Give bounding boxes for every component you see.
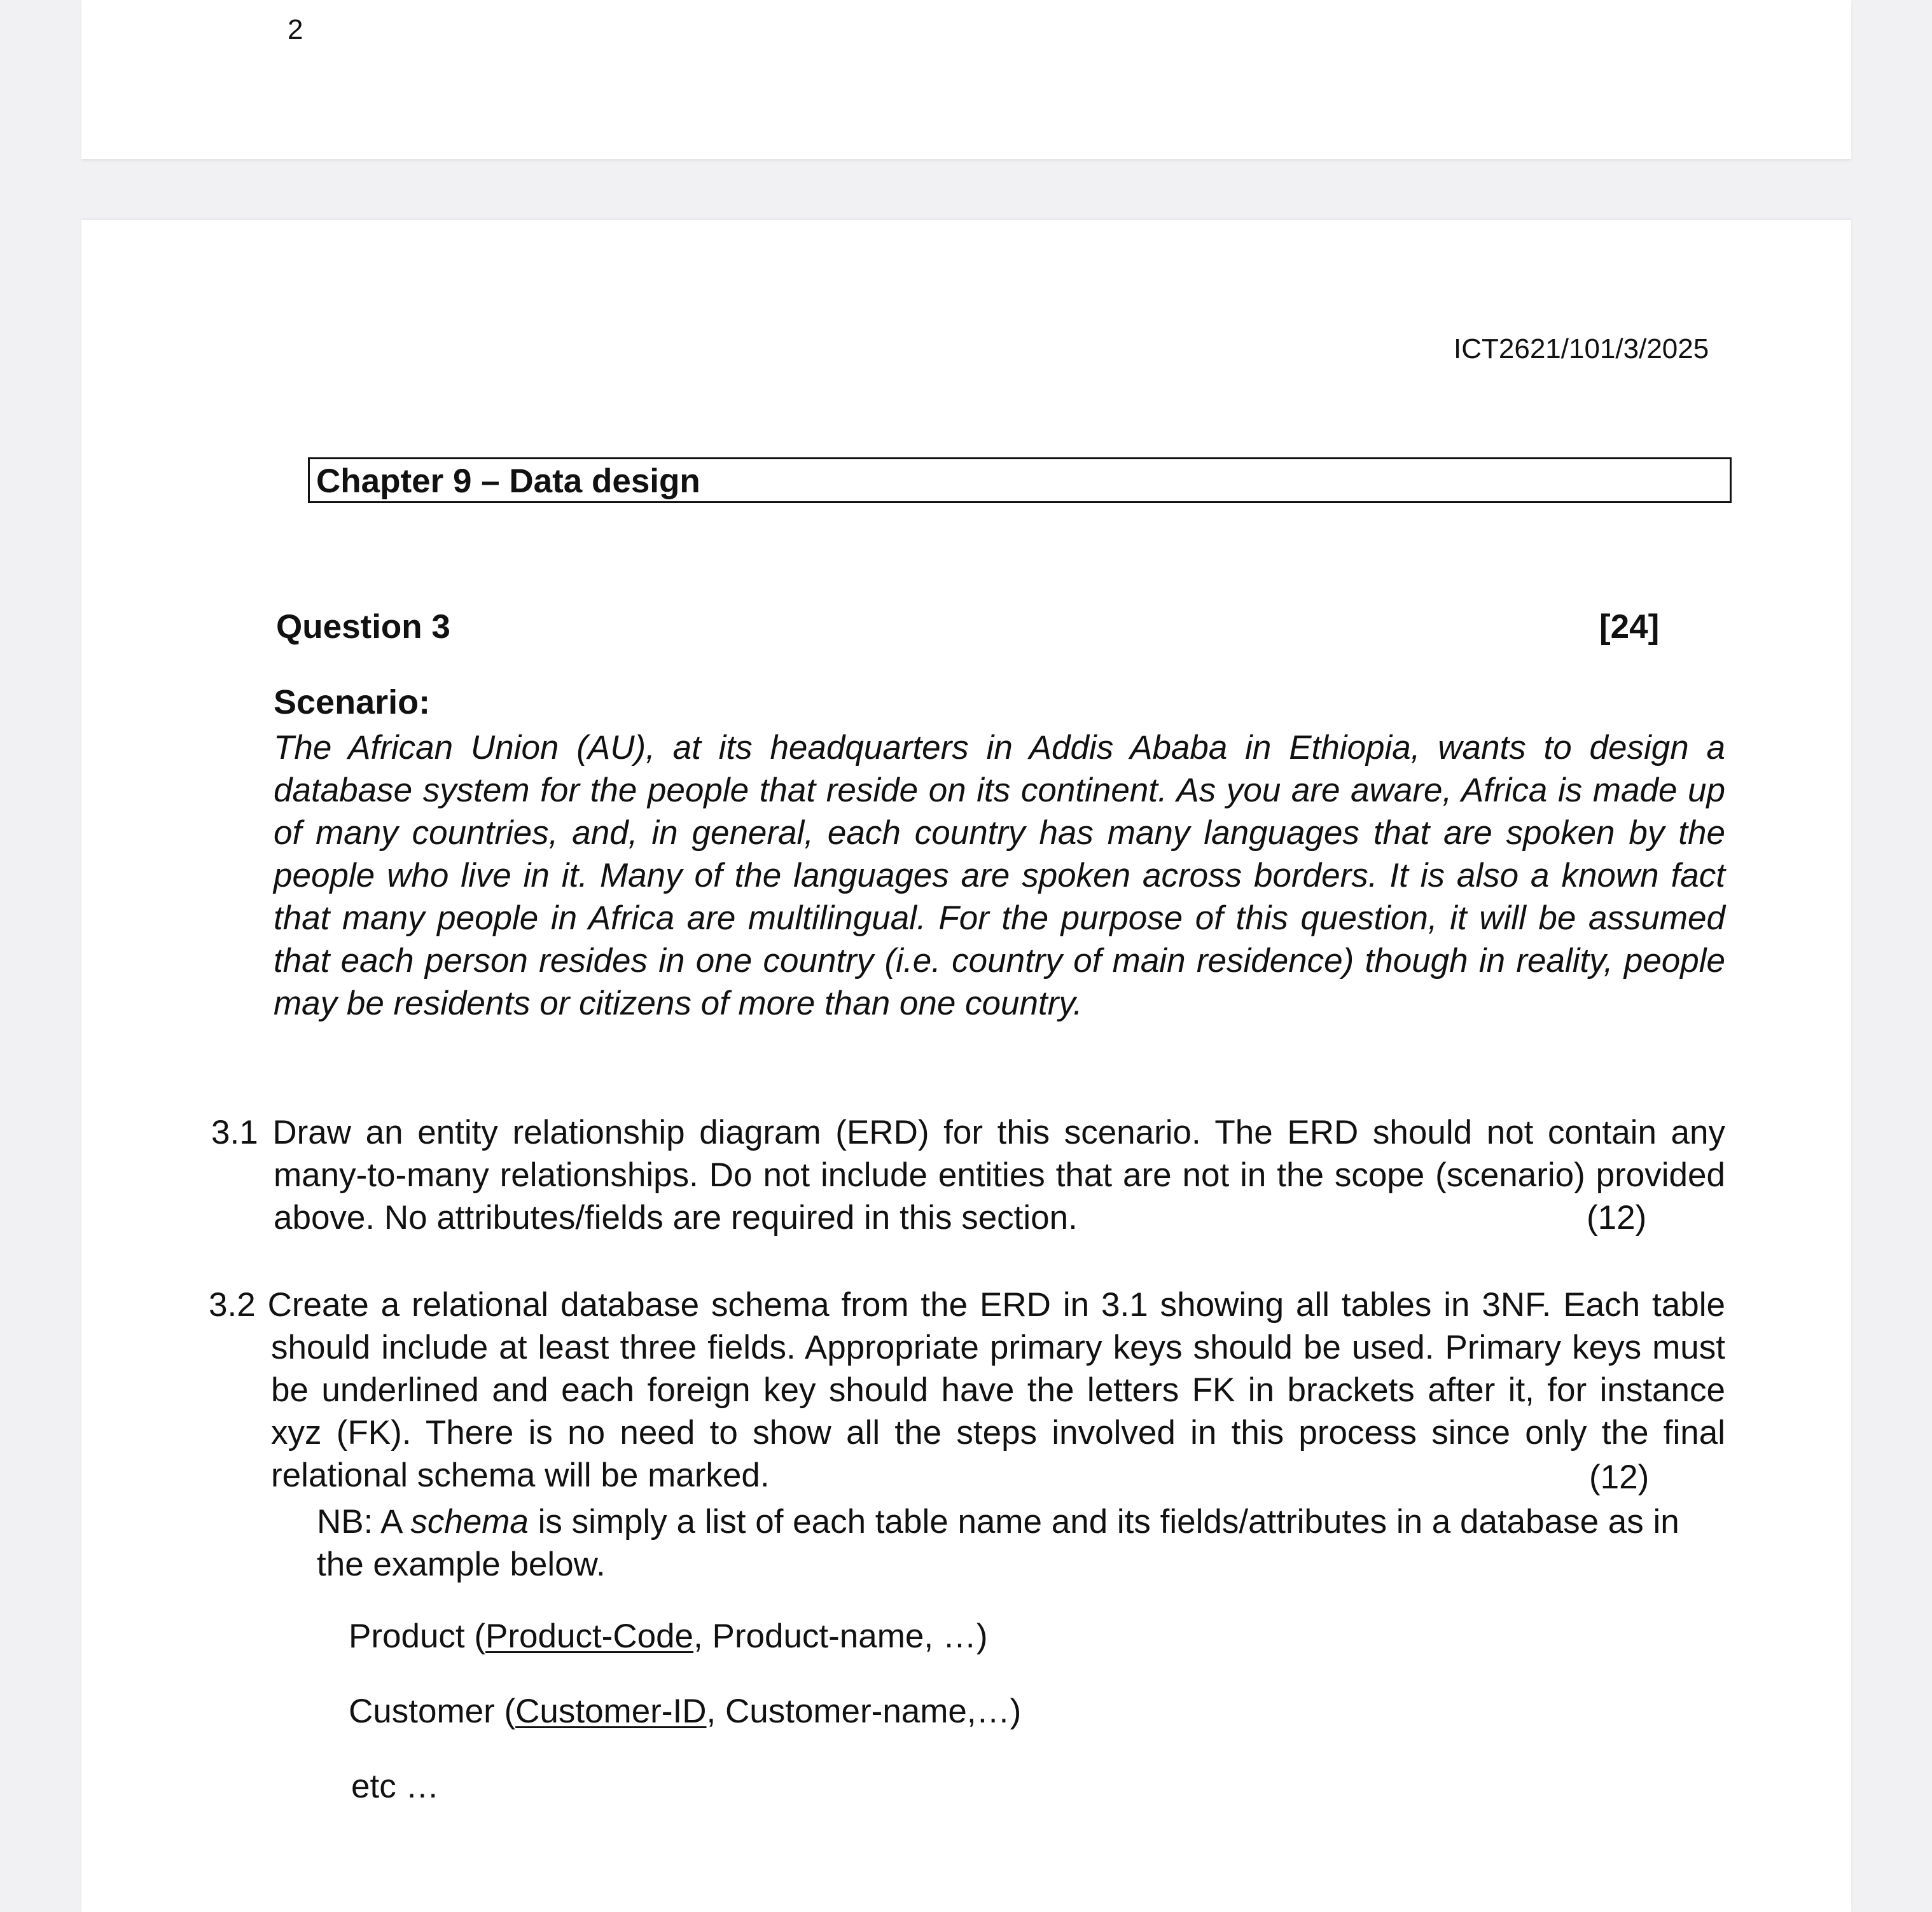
schema-pk-product: Product-Code [485, 1618, 694, 1655]
schema-note [317, 1500, 1725, 1586]
chapter-title: Chapter 9 – Data design [316, 462, 700, 500]
question-item-3-2 [206, 1284, 1725, 1497]
doc-reference: ICT2621/101/3/2025 [1454, 333, 1709, 364]
schema-pk-customer: Customer-ID [515, 1693, 707, 1730]
page-number: 2 [288, 14, 303, 45]
schema-example-customer [349, 1692, 1021, 1731]
chapter-box [308, 457, 1732, 503]
scenario-heading: Scenario: [274, 683, 431, 721]
item-3-2-marks: (12) [1589, 1458, 1650, 1496]
item-3-1-marks: (12) [1587, 1199, 1647, 1237]
schema-rest-customer: , Customer-name,…) [706, 1693, 1022, 1730]
item-3-1-number: 3.1 [211, 1114, 258, 1151]
schema-table-customer: Customer ( [349, 1693, 516, 1730]
item-3-1-text [211, 1111, 1725, 1239]
scenario-text: The African Union (AU), at its headquarters in Addis Ababa in Ethiopia, wants to design a database system for the people that reside on its continent. As you are aware, Africa is made up of many countries, and, in general, each country has many languages that are spoken by the people who live in it. Many of the languages are spoken across borders. It is also a known fact that many people in Africa are multilingual. For the purpose of this question, it will be assumed that each person resides in one country (i.e. country of main residence) though in reality, people may be residents or citizens of more than one country. [274, 729, 1725, 1022]
schema-example-product [349, 1617, 987, 1656]
schema-note-emphasis: schema [410, 1503, 529, 1541]
schema-table-product: Product ( [349, 1618, 486, 1655]
item-3-2-text [209, 1284, 1725, 1497]
schema-example-etc: etc … [351, 1768, 440, 1805]
item-3-2-body: Create a relational database schema from the ERD in 3.1 showing all tables in 3NF. Each table should include at least three fields. Appropriate primary keys should be used. Primary keys must be underlined and each foreign key should have the letters FK in brackets after it, for instance xyz (FK). There is no need to show all the steps involved in this process since only the final relational schema will be marked. [267, 1286, 1725, 1494]
item-3-2-number: 3.2 [209, 1286, 256, 1324]
schema-note-prefix: NB: A [317, 1503, 411, 1541]
question-title: Question 3 [276, 608, 450, 646]
item-3-1-body: Draw an entity relationship diagram (ERD) for this scenario. The ERD should not contain any many-to-many relationships. Do not include entities that are not in the scope (scenario) provided above. No attributes/fields are required in this section. [272, 1114, 1725, 1237]
question-marks: [24] [1599, 608, 1660, 646]
schema-note-suffix: is simply a list of each table name and its fields/attributes in a database as in the example below. [317, 1503, 1679, 1583]
schema-rest-product: , Product-name, …) [693, 1618, 988, 1655]
question-item-3-1 [188, 1111, 1725, 1239]
